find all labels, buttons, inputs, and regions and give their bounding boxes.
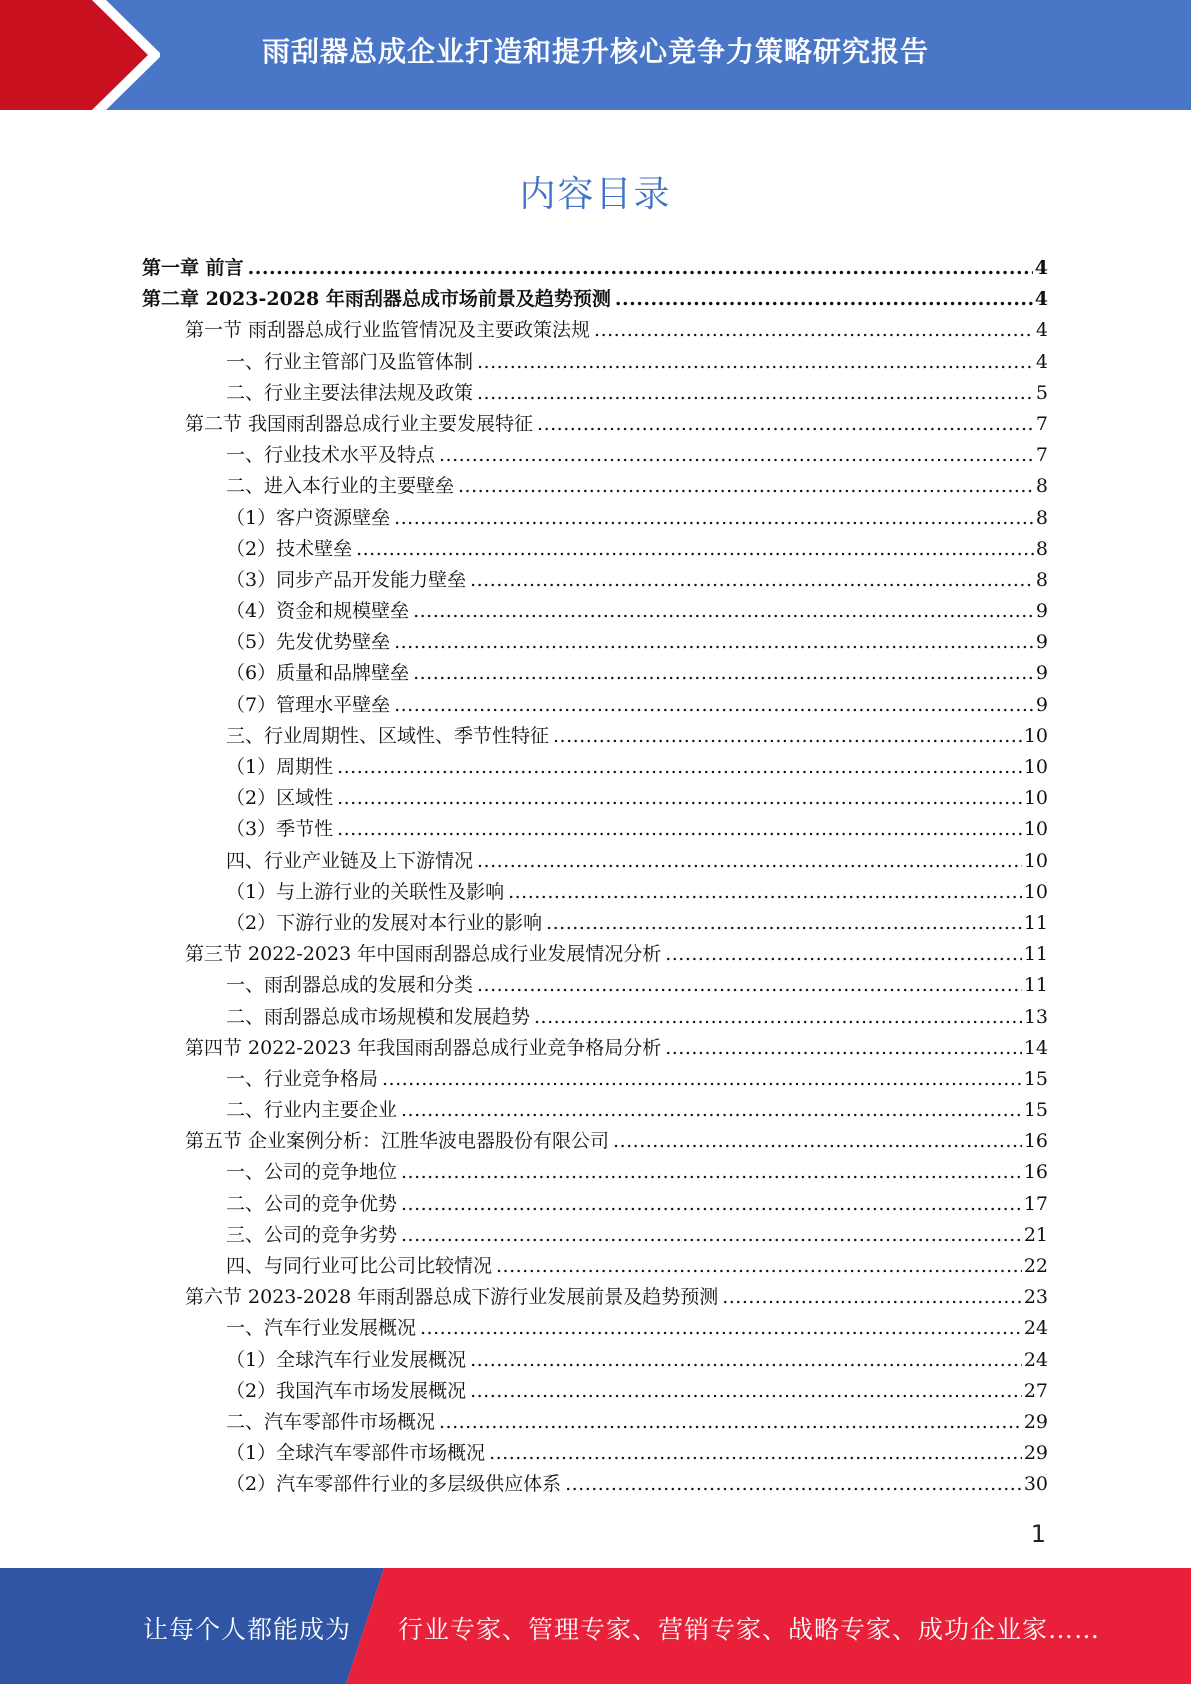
toc-entry-title: （2）区域性 xyxy=(226,787,334,810)
toc-entry[interactable] xyxy=(142,814,1048,845)
toc-entry-title: 二、进入本行业的主要壁垒 xyxy=(226,475,455,498)
toc-entry-page: 10 xyxy=(1023,818,1048,841)
toc-entry-title: （1）客户资源壁垒 xyxy=(226,506,391,529)
toc-entry-page: 10 xyxy=(1023,849,1048,872)
toc-entry-title: 四、行业产业链及上下游情况 xyxy=(226,849,474,872)
toc-leader-dots xyxy=(420,1313,1022,1344)
toc-leader-dots xyxy=(496,1251,1022,1282)
toc-leader-dots xyxy=(477,378,1034,409)
table-of-contents xyxy=(142,253,1048,1501)
toc-entry-page: 29 xyxy=(1023,1442,1048,1465)
toc-entry-title: （1）全球汽车行业发展概况 xyxy=(226,1348,467,1371)
toc-entry-page: 30 xyxy=(1023,1473,1048,1496)
toc-leader-dots xyxy=(477,846,1022,877)
toc-entry-page: 7 xyxy=(1035,444,1048,467)
toc-entry-page: 21 xyxy=(1023,1223,1048,1246)
toc-entry-page: 23 xyxy=(1023,1286,1048,1309)
toc-entry-page: 4 xyxy=(1034,257,1048,279)
toc-entry[interactable] xyxy=(142,1313,1048,1344)
toc-entry[interactable] xyxy=(142,1376,1048,1407)
toc-entry-title: 二、汽车零部件市场概况 xyxy=(226,1410,436,1433)
toc-entry-title: 二、行业主要法律法规及政策 xyxy=(226,381,474,404)
toc-entry-title: 二、雨刮器总成市场规模和发展趋势 xyxy=(226,1005,531,1028)
toc-leader-dots xyxy=(553,721,1022,752)
toc-entry-page: 8 xyxy=(1035,475,1048,498)
report-title: 雨刮器总成企业打造和提升核心竞争力策略研究报告 xyxy=(262,35,930,68)
toc-entry[interactable] xyxy=(142,315,1048,346)
toc-entry-title: （2）下游行业的发展对本行业的影响 xyxy=(226,911,543,934)
toc-leader-dots xyxy=(470,1345,1022,1376)
toc-entry-page: 16 xyxy=(1023,1130,1048,1153)
toc-entry[interactable] xyxy=(142,565,1048,596)
toc-entry[interactable] xyxy=(142,1251,1048,1282)
toc-entry-page: 14 xyxy=(1023,1036,1048,1059)
toc-entry-page: 29 xyxy=(1023,1410,1048,1433)
toc-entry-title: 第五节 企业案例分析：江胜华波电器股份有限公司 xyxy=(185,1130,610,1153)
footer-slogan-right: 行业专家、管理专家、营销专家、战略专家、成功企业家…… xyxy=(398,1615,1101,1644)
toc-entry[interactable] xyxy=(142,440,1048,471)
header-arrow-decoration xyxy=(0,0,160,110)
toc-leader-dots xyxy=(337,752,1022,783)
toc-entry-title: （2）技术壁垒 xyxy=(226,537,353,560)
toc-leader-dots xyxy=(413,658,1034,689)
toc-entry[interactable] xyxy=(142,378,1048,409)
toc-entry-page: 9 xyxy=(1035,600,1048,623)
toc-entry[interactable] xyxy=(142,721,1048,752)
toc-entry[interactable] xyxy=(142,534,1048,565)
toc-entry-title: （1）周期性 xyxy=(226,756,334,778)
page-number: 1 xyxy=(1030,1520,1046,1548)
toc-leader-dots xyxy=(722,1282,1022,1313)
toc-entry[interactable] xyxy=(142,1157,1048,1188)
toc-entry-page: 4 xyxy=(1035,350,1048,373)
toc-leader-dots xyxy=(470,565,1034,596)
toc-entry-page: 11 xyxy=(1023,974,1048,997)
toc-entry-page: 9 xyxy=(1035,662,1048,685)
toc-entry[interactable] xyxy=(142,1469,1048,1500)
toc-leader-dots xyxy=(534,1002,1022,1033)
header-band xyxy=(0,0,1191,110)
toc-leader-dots xyxy=(477,970,1022,1001)
toc-entry[interactable] xyxy=(142,471,1048,502)
toc-entry[interactable] xyxy=(142,908,1048,939)
toc-entry-page: 11 xyxy=(1023,911,1048,934)
toc-entry-title: 一、雨刮器总成的发展和分类 xyxy=(226,974,474,997)
toc-leader-dots xyxy=(401,1157,1022,1188)
toc-entry-title: 二、公司的竞争优势 xyxy=(226,1192,398,1215)
toc-leader-dots xyxy=(537,409,1034,440)
toc-entry[interactable] xyxy=(142,1438,1048,1469)
toc-entry-title: （2）我国汽车市场发展概况 xyxy=(226,1379,467,1402)
toc-entry-page: 8 xyxy=(1035,537,1048,560)
toc-leader-dots xyxy=(401,1220,1022,1251)
footer-band xyxy=(0,1568,1191,1684)
toc-leader-dots xyxy=(401,1189,1022,1220)
toc-entry[interactable] xyxy=(142,627,1048,658)
toc-entry-title: 三、行业周期性、区域性、季节性特征 xyxy=(226,724,550,747)
toc-entry-page: 10 xyxy=(1023,880,1048,903)
toc-entry-title: （3）季节性 xyxy=(226,818,334,841)
toc-entry[interactable] xyxy=(142,409,1048,440)
toc-entry-page: 17 xyxy=(1023,1192,1048,1215)
toc-entry-title: （7）管理水平壁垒 xyxy=(226,693,391,716)
toc-entry[interactable] xyxy=(142,1345,1048,1376)
toc-entry-title: （1）全球汽车零部件市场概况 xyxy=(226,1442,486,1465)
toc-entry-page: 10 xyxy=(1023,787,1048,810)
toc-entry-title: 第六节 2023-2028 年雨刮器总成下游行业发展前景及趋势预测 xyxy=(185,1286,719,1309)
toc-leader-dots xyxy=(356,534,1034,565)
toc-entry-page: 4 xyxy=(1034,288,1048,311)
toc-entry-page: 4 xyxy=(1035,319,1048,342)
toc-entry-page: 11 xyxy=(1023,943,1048,966)
toc-leader-dots xyxy=(394,690,1034,721)
toc-entry-title: 一、公司的竞争地位 xyxy=(226,1161,398,1184)
toc-leader-dots xyxy=(477,347,1034,378)
toc-entry-title: 一、行业技术水平及特点 xyxy=(226,444,436,467)
toc-leader-dots xyxy=(337,814,1022,845)
toc-leader-dots xyxy=(394,627,1034,658)
toc-entry-page: 8 xyxy=(1035,568,1048,591)
toc-entry[interactable] xyxy=(142,1220,1048,1251)
toc-heading: 内容目录 xyxy=(519,174,672,215)
toc-leader-dots xyxy=(665,939,1022,970)
toc-entry[interactable] xyxy=(142,1189,1048,1220)
toc-entry[interactable] xyxy=(142,1033,1048,1064)
toc-leader-dots xyxy=(439,1407,1022,1438)
toc-entry-page: 24 xyxy=(1023,1348,1048,1371)
toc-entry-page: 22 xyxy=(1023,1255,1048,1277)
toc-entry-title: （5）先发优势壁垒 xyxy=(226,631,391,654)
toc-entry-page: 9 xyxy=(1035,631,1048,654)
toc-leader-dots xyxy=(394,503,1034,534)
toc-entry[interactable] xyxy=(142,846,1048,877)
toc-leader-dots xyxy=(458,471,1034,502)
toc-entry-page: 27 xyxy=(1023,1379,1048,1402)
toc-leader-dots xyxy=(665,1033,1022,1064)
toc-entry-page: 15 xyxy=(1023,1099,1048,1122)
toc-entry[interactable] xyxy=(142,1126,1048,1157)
toc-entry[interactable] xyxy=(142,658,1048,689)
toc-entry-title: （1）与上游行业的关联性及影响 xyxy=(226,880,505,903)
toc-leader-dots xyxy=(508,877,1022,908)
toc-entry[interactable] xyxy=(142,347,1048,378)
toc-leader-dots xyxy=(470,1376,1022,1407)
toc-leader-dots xyxy=(613,1126,1022,1157)
toc-entry-page: 15 xyxy=(1023,1067,1048,1090)
toc-entry[interactable] xyxy=(142,253,1048,284)
toc-entry-page: 5 xyxy=(1035,381,1048,404)
toc-entry[interactable] xyxy=(142,1002,1048,1033)
toc-entry[interactable] xyxy=(142,783,1048,814)
toc-entry-page: 13 xyxy=(1023,1005,1048,1028)
toc-entry[interactable] xyxy=(142,284,1048,315)
toc-entry-title: 第二节 我国雨刮器总成行业主要发展特征 xyxy=(185,412,534,435)
toc-entry-title: 第一节 雨刮器总成行业监管情况及主要政策法规 xyxy=(185,319,591,342)
toc-entry-page: 16 xyxy=(1023,1161,1048,1184)
toc-leader-dots xyxy=(248,253,1033,284)
toc-entry[interactable] xyxy=(142,1064,1048,1095)
toc-entry-title: （3）同步产品开发能力壁垒 xyxy=(226,568,467,591)
toc-entry-title: （6）质量和品牌壁垒 xyxy=(226,662,410,685)
toc-entry-title: 第三节 2022-2023 年中国雨刮器总成行业发展情况分析 xyxy=(185,943,662,966)
toc-entry-title: 第四节 2022-2023 年我国雨刮器总成行业竞争格局分析 xyxy=(185,1036,662,1059)
toc-entry-title: 第一章 前言 xyxy=(142,257,244,279)
toc-entry-title: 二、行业内主要企业 xyxy=(226,1099,398,1122)
toc-leader-dots xyxy=(382,1064,1022,1095)
toc-entry-title: 第二章 2023-2028 年雨刮器总成市场前景及趋势预测 xyxy=(142,288,611,311)
toc-entry[interactable] xyxy=(142,503,1048,534)
toc-entry[interactable] xyxy=(142,752,1048,783)
toc-entry[interactable] xyxy=(142,970,1048,1001)
toc-entry[interactable] xyxy=(142,690,1048,721)
toc-leader-dots xyxy=(489,1438,1022,1469)
toc-entry-title: 一、行业主管部门及监管体制 xyxy=(226,350,474,373)
toc-entry-page: 10 xyxy=(1023,756,1048,778)
toc-leader-dots xyxy=(401,1095,1022,1126)
toc-leader-dots xyxy=(413,596,1034,627)
footer-slogan-left: 让每个人都能成为 xyxy=(143,1615,352,1644)
toc-entry-page: 10 xyxy=(1023,724,1048,747)
toc-entry[interactable] xyxy=(142,877,1048,908)
toc-entry-page: 9 xyxy=(1035,693,1048,716)
toc-entry-title: 四、与同行业可比公司比较情况 xyxy=(226,1255,493,1277)
toc-entry-title: （4）资金和规模壁垒 xyxy=(226,600,410,623)
toc-leader-dots xyxy=(439,440,1034,471)
toc-entry[interactable] xyxy=(142,1095,1048,1126)
toc-entry-title: （2）汽车零部件行业的多层级供应体系 xyxy=(226,1473,562,1496)
toc-leader-dots xyxy=(337,783,1022,814)
toc-entry-title: 三、公司的竞争劣势 xyxy=(226,1223,398,1246)
toc-entry[interactable] xyxy=(142,939,1048,970)
toc-entry-title: 一、行业竞争格局 xyxy=(226,1067,379,1090)
toc-entry[interactable] xyxy=(142,1282,1048,1313)
toc-entry-page: 24 xyxy=(1023,1317,1048,1340)
toc-entry[interactable] xyxy=(142,1407,1048,1438)
toc-entry-page: 8 xyxy=(1035,506,1048,529)
toc-leader-dots xyxy=(546,908,1022,939)
toc-entry-title: 一、汽车行业发展概况 xyxy=(226,1317,417,1340)
toc-leader-dots xyxy=(615,284,1033,315)
toc-entry-page: 7 xyxy=(1035,412,1048,435)
toc-entry[interactable] xyxy=(142,596,1048,627)
toc-leader-dots xyxy=(565,1469,1022,1500)
toc-leader-dots xyxy=(594,315,1034,346)
